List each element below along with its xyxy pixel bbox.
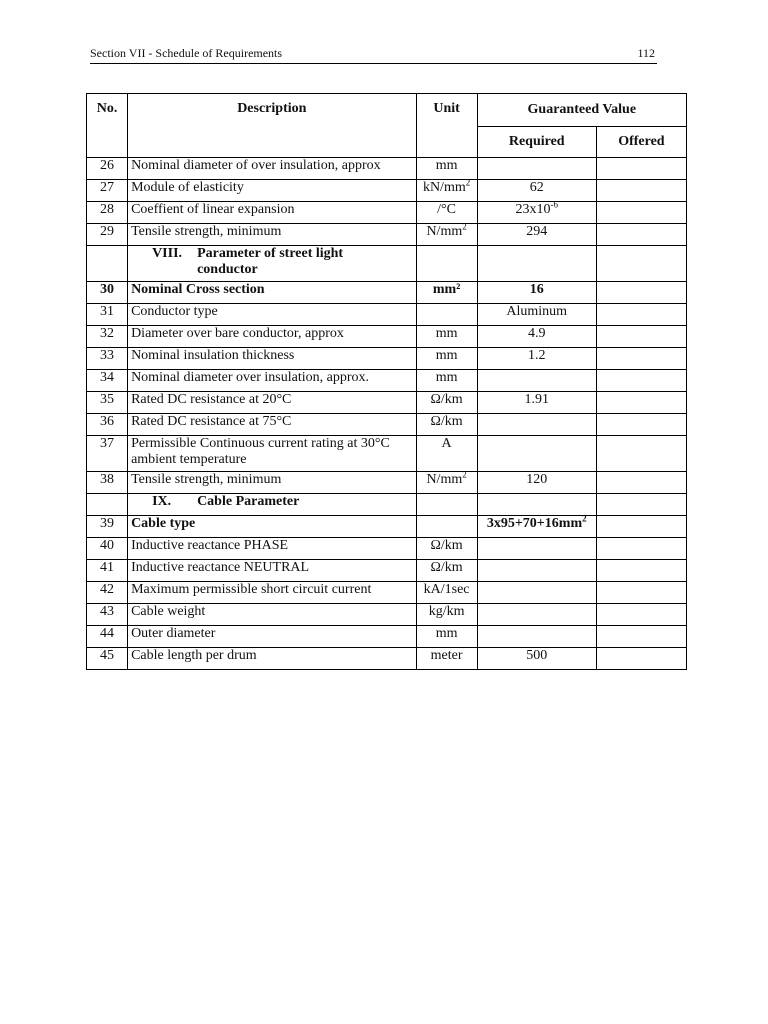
section-number: VIII.: [152, 246, 183, 261]
row-required-superscript: -6: [550, 199, 558, 210]
row-offered: [596, 436, 686, 472]
row-number: [87, 158, 128, 180]
row-description: [128, 626, 416, 648]
table-row: [87, 326, 687, 348]
row-unit-superscript: 2: [462, 469, 467, 480]
row-number-text: 38: [100, 472, 115, 487]
row-unit: [416, 538, 477, 560]
row-number: [87, 516, 128, 538]
header-offered: Offered: [596, 127, 686, 158]
section-unit-cell: [416, 246, 477, 282]
row-number: [87, 648, 128, 670]
header-unit: Unit: [416, 94, 477, 158]
row-offered: [596, 282, 686, 304]
row-required: [477, 224, 596, 246]
row-unit: [416, 648, 477, 670]
row-unit: [416, 304, 477, 326]
row-required: [477, 472, 596, 494]
row-required: [477, 626, 596, 648]
row-description-text: Rated DC resistance at 75°C: [131, 414, 292, 429]
row-required: [477, 158, 596, 180]
row-description: [128, 604, 416, 626]
section-no-cell: [87, 494, 128, 516]
row-description: [128, 414, 416, 436]
row-description: [128, 304, 416, 326]
row-description-text: Maximum permissible short circuit current: [131, 582, 372, 597]
row-required-text: 62: [529, 180, 544, 195]
section-unit-cell: [416, 494, 477, 516]
row-description-text: Nominal insulation thickness: [131, 348, 295, 363]
table-row: [87, 626, 687, 648]
row-number-text: 28: [100, 202, 115, 217]
row-number: [87, 538, 128, 560]
row-unit: [416, 626, 477, 648]
row-unit: [416, 158, 477, 180]
row-required-text: 1.2: [527, 348, 546, 363]
row-required-text: 23x10: [515, 202, 551, 217]
row-number: [87, 582, 128, 604]
table-row: [87, 538, 687, 560]
row-offered: [596, 158, 686, 180]
row-description: [128, 282, 416, 304]
row-required-text: 294: [526, 224, 548, 239]
row-unit-text: mm: [435, 626, 458, 641]
row-unit-text: mm: [435, 348, 458, 363]
row-required-text: 1.91: [524, 392, 549, 407]
row-offered: [596, 180, 686, 202]
table-body: [87, 158, 687, 670]
table-row: [87, 224, 687, 246]
table-row: [87, 560, 687, 582]
section-title: Cable Parameter: [197, 494, 300, 509]
table-row: [87, 202, 687, 224]
table-row: [87, 414, 687, 436]
row-unit-text: kN/mm: [422, 180, 466, 195]
row-required-text: 3x95+70+16mm: [486, 516, 583, 531]
row-offered: [596, 626, 686, 648]
row-number: [87, 414, 128, 436]
table-row: [87, 472, 687, 494]
row-number-text: 42: [100, 582, 115, 597]
row-unit: [416, 436, 477, 472]
row-number-text: 29: [100, 224, 115, 239]
row-offered: [596, 516, 686, 538]
row-unit-text: mm: [435, 158, 458, 173]
row-unit: [416, 604, 477, 626]
row-offered: [596, 202, 686, 224]
row-required: [477, 282, 596, 304]
row-offered: [596, 326, 686, 348]
row-unit: [416, 221, 477, 246]
row-description: [128, 326, 416, 348]
table-row: [87, 582, 687, 604]
row-unit-superscript: 2: [462, 221, 467, 232]
row-number: [87, 392, 128, 414]
row-description: [128, 648, 416, 670]
row-number: [87, 304, 128, 326]
row-unit-text: N/mm: [426, 224, 463, 239]
section-heading-row: [87, 246, 687, 282]
row-unit: [416, 202, 477, 224]
row-unit-superscript: 2: [465, 177, 471, 188]
row-offered: [596, 370, 686, 392]
row-unit: [416, 582, 477, 604]
row-number-text: 37: [100, 436, 115, 451]
row-number-text: 45: [100, 648, 115, 663]
table-row: [87, 304, 687, 326]
row-description: [128, 392, 416, 414]
row-required-text: 500: [526, 648, 548, 663]
row-description-text: Outer diameter: [131, 626, 216, 641]
row-required-text: 16: [529, 282, 544, 297]
section-required-cell: [477, 494, 596, 516]
header-guaranteed-value: Guaranteed Value: [477, 94, 686, 127]
row-number-text: 35: [100, 392, 115, 407]
row-offered: [596, 304, 686, 326]
row-unit-text: /°C: [437, 202, 456, 217]
row-offered: [596, 348, 686, 370]
row-offered: [596, 582, 686, 604]
header-no: No.: [87, 94, 128, 158]
row-description: [128, 516, 416, 538]
row-number: [87, 626, 128, 648]
row-required-text: 120: [526, 472, 548, 487]
row-description-text: Module of elasticity: [131, 180, 244, 195]
header-required: Required: [477, 127, 596, 158]
row-number: [87, 180, 128, 202]
page-header: [90, 45, 657, 64]
row-description-text: Cable weight: [131, 604, 206, 619]
row-unit: [416, 516, 477, 538]
row-number: [87, 282, 128, 304]
row-required: [477, 326, 596, 348]
section-title-line2: conductor: [197, 262, 258, 277]
row-offered: [596, 472, 686, 494]
row-description-text: Coeffient of linear expansion: [131, 202, 295, 217]
row-required: [477, 392, 596, 414]
row-number-text: 26: [100, 158, 115, 173]
table-row: [87, 370, 687, 392]
row-required: [477, 560, 596, 582]
row-unit-text: Ω/km: [430, 392, 463, 407]
row-unit: [416, 560, 477, 582]
section-title: Section VII - Schedule of Requirements: [90, 46, 283, 60]
row-description-text: Permissible Continuous current rating at 30°C ambient temperature: [131, 436, 390, 467]
row-required-superscript: 2: [582, 513, 587, 524]
row-description-text: Cable type: [131, 516, 196, 531]
row-number-text: 27: [100, 180, 115, 195]
row-unit-text: mm²: [432, 282, 461, 297]
row-description: [128, 180, 416, 202]
row-unit: [416, 414, 477, 436]
row-unit: [416, 326, 477, 348]
row-description: [128, 158, 416, 180]
section-heading: [128, 494, 416, 516]
row-required: [477, 436, 596, 472]
row-number-text: 33: [100, 348, 115, 363]
row-number: [87, 202, 128, 224]
row-description: [128, 560, 416, 582]
row-unit-text: meter: [430, 648, 463, 663]
table-row: [87, 516, 687, 538]
row-required: [477, 304, 596, 326]
row-description: [128, 224, 416, 246]
row-required: [477, 604, 596, 626]
row-number-text: 30: [100, 282, 115, 297]
row-offered: [596, 604, 686, 626]
row-offered: [596, 560, 686, 582]
row-unit-text: mm: [435, 370, 458, 385]
table-row: [87, 648, 687, 670]
row-unit-text: Ω/km: [430, 538, 463, 553]
row-description: [128, 436, 416, 472]
row-unit-text: kg/km: [428, 604, 465, 619]
page-number: 112: [637, 46, 655, 60]
row-number-text: 36: [100, 414, 115, 429]
row-required-text: Aluminum: [506, 304, 568, 319]
section-heading: [128, 246, 416, 282]
row-description-text: Inductive reactance NEUTRAL: [131, 560, 310, 575]
table-row: [87, 436, 687, 472]
header-description: Description: [128, 94, 416, 158]
row-unit: [416, 348, 477, 370]
table-row: [87, 392, 687, 414]
table-row: [87, 180, 687, 202]
row-description-text: Tensile strength, minimum: [131, 224, 282, 239]
table-row: [87, 158, 687, 180]
row-required: [477, 180, 596, 202]
row-unit-text: kA/1sec: [423, 582, 470, 597]
row-number-text: 41: [100, 560, 115, 575]
row-number-text: 31: [100, 304, 115, 319]
row-unit: [416, 392, 477, 414]
row-number: [87, 370, 128, 392]
row-unit: [416, 370, 477, 392]
row-required: [477, 348, 596, 370]
row-offered: [596, 538, 686, 560]
row-number-text: 39: [100, 516, 115, 531]
row-unit-text: Ω/km: [430, 414, 463, 429]
row-required: [477, 370, 596, 392]
table-row: [87, 348, 687, 370]
section-offered-cell: [596, 246, 686, 282]
row-number: [87, 224, 128, 246]
section-heading-row: [87, 494, 687, 516]
row-description-text: Diameter over bare conductor, approx: [131, 326, 344, 341]
row-offered: [596, 414, 686, 436]
row-description: [128, 472, 416, 494]
row-number: [87, 348, 128, 370]
row-unit: [416, 469, 477, 494]
row-required: [477, 199, 596, 224]
section-title: Parameter of street light: [197, 246, 344, 261]
row-description: [128, 538, 416, 560]
row-offered: [596, 224, 686, 246]
row-number-text: 43: [100, 604, 115, 619]
row-number-text: 40: [100, 538, 115, 553]
row-required: [477, 648, 596, 670]
row-number: [87, 436, 128, 472]
row-required: [477, 513, 596, 538]
row-offered: [596, 648, 686, 670]
row-number: [87, 472, 128, 494]
table-row: [87, 282, 687, 304]
section-required-cell: [477, 246, 596, 282]
table-row: [87, 604, 687, 626]
row-number-text: 32: [100, 326, 115, 341]
row-number: [87, 326, 128, 348]
row-description-text: Conductor type: [131, 304, 218, 319]
row-description-text: Inductive reactance PHASE: [131, 538, 289, 553]
row-description: [128, 370, 416, 392]
row-description-text: Cable length per drum: [131, 648, 257, 663]
row-number-text: 44: [100, 626, 115, 641]
row-required: [477, 582, 596, 604]
row-description: [128, 582, 416, 604]
row-description: [128, 348, 416, 370]
row-required-text: 4.9: [527, 326, 546, 341]
row-unit: [416, 282, 477, 304]
row-unit-text: mm: [435, 326, 458, 341]
row-offered: [596, 392, 686, 414]
section-offered-cell: [596, 494, 686, 516]
row-number-text: 34: [100, 370, 115, 385]
row-number: [87, 560, 128, 582]
row-description-text: Nominal diameter over insulation, approx.: [131, 370, 370, 385]
row-unit-text: N/mm: [426, 472, 463, 487]
requirements-table: [86, 93, 687, 670]
row-number: [87, 604, 128, 626]
row-description-text: Tensile strength, minimum: [131, 472, 282, 487]
section-no-cell: [87, 246, 128, 282]
row-unit-text: Ω/km: [430, 560, 463, 575]
row-description-text: Nominal Cross section: [131, 282, 265, 297]
row-description-text: Nominal diameter of over insulation, approx: [131, 158, 381, 173]
row-required: [477, 538, 596, 560]
section-number: IX.: [152, 494, 172, 509]
row-unit: [416, 177, 477, 202]
row-description: [128, 202, 416, 224]
row-description-text: Rated DC resistance at 20°C: [131, 392, 292, 407]
row-unit-text: A: [441, 436, 452, 451]
row-required: [477, 414, 596, 436]
